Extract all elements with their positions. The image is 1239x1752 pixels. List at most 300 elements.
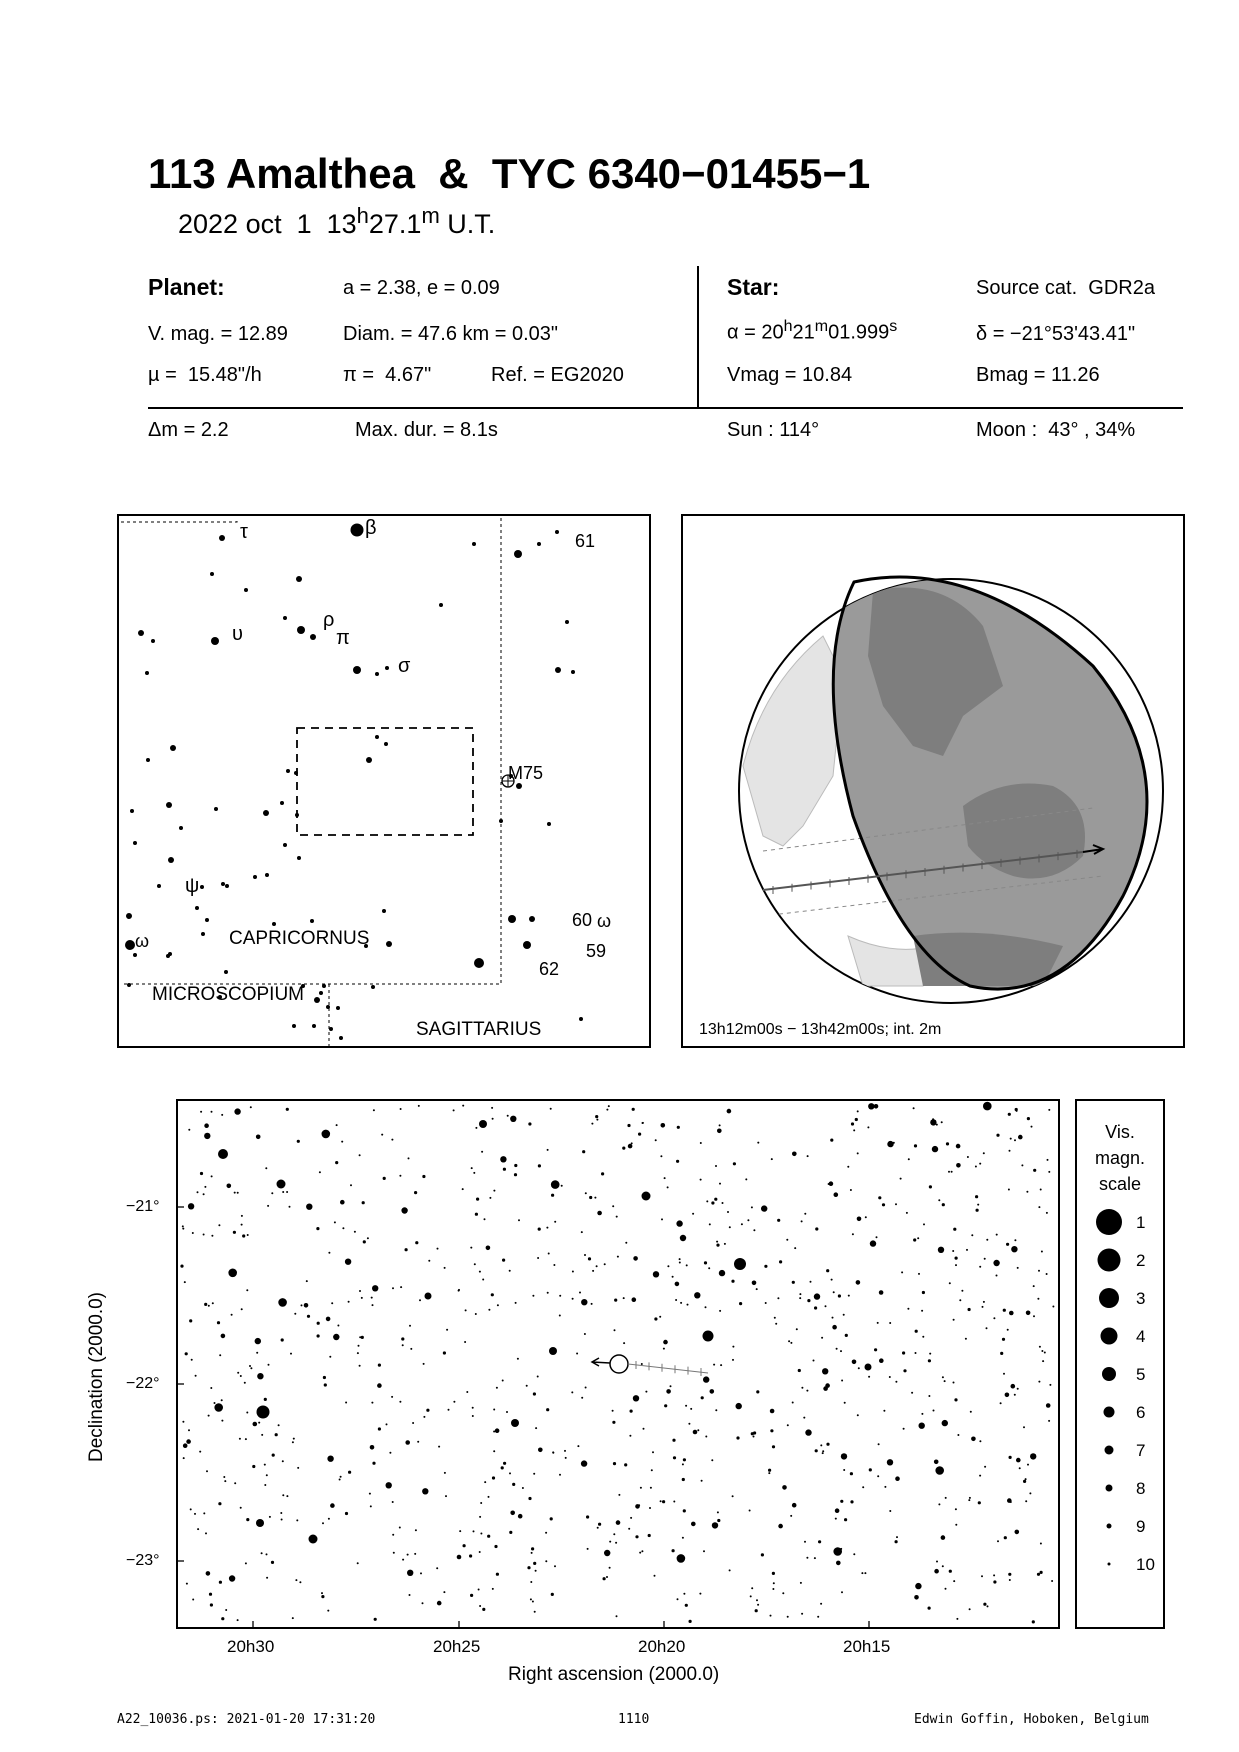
finder-star-dot (263, 810, 269, 816)
page-title: 113 Amalthea & TYC 6340−01455−1 (148, 150, 871, 197)
finder-star-dot (353, 666, 361, 674)
chart-star-dot (965, 1338, 967, 1340)
chart-star-dot (407, 1570, 413, 1576)
chart-star-dot (592, 1270, 594, 1272)
chart-star-dot (733, 1162, 736, 1165)
chart-star-dot (745, 1178, 747, 1180)
chart-star-dot (474, 1263, 476, 1265)
chart-star-dot (955, 1257, 958, 1260)
chart-star-dot (705, 1306, 707, 1308)
chart-star-dot (978, 1501, 981, 1504)
finder-star-dot (130, 809, 134, 813)
finder-star-dot (211, 637, 219, 645)
chart-star-dot (237, 1192, 239, 1194)
chart-star-dot (333, 1334, 339, 1340)
chart-star-dot (586, 1515, 589, 1518)
chart-star-dot (581, 1231, 583, 1233)
chart-star-dot (945, 1497, 947, 1499)
chart-star-dot (265, 1167, 267, 1169)
chart-star-dot (301, 1304, 303, 1306)
finder-star-dot (310, 919, 314, 923)
chart-star-dot (941, 1121, 943, 1123)
chart-star-dot (210, 1387, 212, 1389)
chart-star-dot (478, 1589, 480, 1591)
finder-star-dot (151, 639, 155, 643)
finder-star-dot (523, 941, 531, 949)
chart-star-dot (703, 1376, 709, 1382)
chart-star-dot (720, 1364, 722, 1366)
chart-star-dot (1010, 1138, 1012, 1140)
chart-star-dot (551, 1194, 554, 1197)
chart-star-dot (535, 1570, 537, 1572)
chart-star-dot (664, 1404, 667, 1407)
chart-star-dot (1041, 1350, 1043, 1352)
finder-star-dot (319, 991, 323, 995)
chart-star-dot (532, 1295, 534, 1297)
chart-star-dot (418, 1105, 420, 1107)
table-divider (697, 266, 699, 409)
chart-star-dot (727, 1109, 732, 1114)
chart-star-dot (1046, 1212, 1048, 1214)
chart-star-dot (316, 1227, 319, 1230)
chart-star-dot (601, 1172, 604, 1175)
chart-star-dot (415, 1529, 417, 1531)
chart-star-dot (194, 1513, 196, 1515)
chart-star-dot (428, 1260, 430, 1262)
finder-star-dot (547, 822, 551, 826)
chart-star-dot (319, 1171, 321, 1173)
chart-star-dot (979, 1440, 981, 1442)
chart-star-dot (612, 1205, 614, 1207)
chart-star-dot (870, 1240, 876, 1246)
chart-star-dot (377, 1383, 382, 1388)
chart-star-dot (328, 1252, 330, 1254)
chart-star-dot (509, 1472, 511, 1474)
chart-star-dot (877, 1475, 879, 1477)
chart-star-dot (591, 1123, 593, 1125)
chart-star-dot (459, 1530, 461, 1532)
chart-star-dot (261, 1552, 263, 1554)
chart-star-dot (414, 1191, 417, 1194)
chart-star-dot (732, 1359, 734, 1361)
chart-star-dot (249, 1365, 251, 1367)
chart-star-dot (278, 1424, 280, 1426)
chart-star-dot (271, 1561, 274, 1564)
chart-star-dot (410, 1348, 412, 1350)
chart-star-dot (350, 1184, 352, 1186)
chart-star-dot (739, 1302, 742, 1305)
chart-star-dot (655, 1139, 657, 1141)
chart-star-dot (473, 1530, 475, 1532)
chart-star-dot (417, 1441, 419, 1443)
finder-star-dot (529, 916, 535, 922)
chart-star-dot (814, 1557, 816, 1559)
chart-star-dot (820, 1444, 822, 1446)
chart-star-dot (700, 1179, 702, 1181)
legend-magnitude-label: 6 (1136, 1403, 1146, 1422)
chart-star-dot (340, 1200, 345, 1205)
chart-star-dot (409, 1594, 411, 1596)
chart-star-dot (1048, 1420, 1050, 1422)
chart-star-dot (487, 1535, 490, 1538)
planet-vmag: V. mag. = 12.89 (148, 323, 288, 345)
chart-star-dot (185, 1352, 188, 1355)
chart-star-dot (587, 1548, 589, 1550)
chart-star-dot (545, 1532, 547, 1534)
finder-star-dot (351, 524, 364, 537)
chart-star-dot (585, 1192, 587, 1194)
finder-star-dot (157, 884, 161, 888)
chart-star-dot (1033, 1315, 1035, 1317)
chart-star-dot (826, 1269, 829, 1272)
chart-star-dot (281, 1519, 283, 1521)
chart-star-dot (370, 1505, 372, 1507)
chart-star-dot (712, 1522, 718, 1528)
chart-star-dot (362, 1201, 365, 1204)
chart-star-dot (1027, 1117, 1030, 1120)
chart-star-dot (768, 1472, 770, 1474)
chart-star-dot (240, 1507, 242, 1509)
chart-star-dot (732, 1495, 734, 1497)
chart-star-dot (484, 1218, 486, 1220)
chart-star-dot (465, 1309, 467, 1311)
finder-star-dot (170, 745, 176, 751)
chart-star-dot (292, 1441, 294, 1443)
chart-star-dot (195, 1375, 197, 1377)
chart-star-dot (328, 1518, 330, 1520)
chart-star-dot (286, 1108, 289, 1111)
chart-star-dot (868, 1376, 870, 1378)
bright-star-dot (425, 1293, 432, 1300)
chart-star-dot (654, 1317, 657, 1320)
chart-star-dot (278, 1298, 287, 1307)
chart-star-dot (218, 1502, 221, 1505)
chart-star-dot (672, 1276, 674, 1278)
chart-star-dot (606, 1550, 608, 1552)
chart-star-dot (256, 1135, 261, 1140)
chart-star-dot (959, 1299, 961, 1301)
chart-star-dot (335, 1161, 338, 1164)
chart-star-dot (348, 1301, 350, 1303)
chart-star-dot (677, 1126, 680, 1129)
chart-star-dot (596, 1119, 598, 1121)
chart-star-dot (685, 1604, 688, 1607)
chart-star-dot (806, 1557, 808, 1559)
chart-star-dot (471, 1167, 473, 1169)
chart-star-dot (609, 1567, 611, 1569)
chart-star-dot (659, 1316, 661, 1318)
chart-star-dot (446, 1329, 448, 1331)
finder-star-dot (166, 802, 172, 808)
chart-star-dot (472, 1407, 474, 1409)
chart-star-dot (673, 1501, 675, 1503)
chart-star-dot (667, 1265, 669, 1267)
chart-star-dot (412, 1422, 414, 1424)
chart-star-dot (507, 1115, 509, 1117)
chart-star-dot (792, 1281, 795, 1284)
chart-star-dot (189, 1319, 192, 1322)
footer-author: Edwin Goffin, Hoboken, Belgium (914, 1712, 1149, 1727)
chart-star-dot (986, 1327, 988, 1329)
chart-star-dot (391, 1396, 393, 1398)
chart-star-dot (709, 1223, 711, 1225)
ra-tick-label: 20h15 (843, 1637, 891, 1656)
planet-diameter: Diam. = 47.6 km = 0.03" (343, 323, 558, 345)
finder-star-dot (385, 666, 389, 670)
chart-star-dot (913, 1107, 915, 1109)
chart-star-dot (768, 1469, 771, 1472)
chart-star-dot (489, 1197, 491, 1199)
chart-star-dot (903, 1428, 905, 1430)
chart-star-dot (857, 1152, 859, 1154)
chart-star-dot (564, 1450, 566, 1452)
star-label: π (336, 627, 350, 649)
chart-star-dot (392, 1287, 394, 1289)
chart-star-dot (741, 1223, 743, 1225)
chart-star-dot (199, 1451, 201, 1453)
chart-star-dot (506, 1411, 508, 1413)
chart-star-dot (941, 1535, 946, 1540)
chart-star-dot (1015, 1108, 1018, 1111)
chart-star-dot (814, 1293, 820, 1299)
star-label: 61 (575, 531, 596, 551)
max-duration: Max. dur. = 8.1s (355, 419, 498, 441)
chart-star-dot (921, 1413, 923, 1415)
chart-star-dot (703, 1550, 705, 1552)
alpha-21: 21 (792, 321, 815, 344)
chart-star-dot (883, 1410, 885, 1412)
chart-star-dot (693, 1430, 698, 1435)
finder-star-dot (508, 915, 516, 923)
chart-star-dot (188, 1203, 194, 1209)
chart-star-dot (589, 1196, 592, 1199)
chart-star-dot (686, 1264, 688, 1266)
chart-star-dot (714, 1198, 717, 1201)
chart-star-dot (225, 1609, 227, 1611)
target-star-icon (610, 1355, 628, 1373)
chart-star-dot (367, 1237, 369, 1239)
chart-star-dot (928, 1607, 931, 1610)
chart-star-dot (585, 1387, 587, 1389)
chart-star-dot (329, 1356, 331, 1358)
chart-star-dot (639, 1552, 641, 1554)
chart-star-dot (770, 1429, 773, 1432)
chart-star-dot (371, 1402, 373, 1404)
chart-star-dot (458, 1289, 460, 1291)
chart-star-dot (496, 1387, 498, 1389)
finder-star-dot (386, 941, 392, 947)
sun-elongation: Sun : 114° (727, 419, 820, 441)
chart-star-dot (221, 1617, 224, 1620)
chart-star-dot (798, 1369, 801, 1372)
finder-star-dot (314, 997, 320, 1003)
planet-reference: Ref. = EG2020 (491, 364, 624, 386)
chart-star-dot (572, 1271, 574, 1273)
chart-star-dot (807, 1155, 809, 1157)
chart-star-dot (358, 1345, 360, 1347)
bright-star-dot (277, 1180, 286, 1189)
chart-star-dot (334, 1221, 336, 1223)
chart-star-dot (616, 1520, 621, 1525)
chart-star-dot (597, 1527, 599, 1529)
chart-star-dot (936, 1561, 938, 1563)
chart-star-dot (953, 1319, 955, 1321)
finder-star-dot (474, 958, 484, 968)
chart-star-dot (258, 1422, 260, 1424)
finder-star-dot (329, 1027, 333, 1031)
chart-star-dot (182, 1421, 184, 1423)
chart-star-dot (851, 1473, 853, 1475)
chart-star-dot (831, 1279, 833, 1281)
finder-star-dot (214, 807, 218, 811)
chart-star-dot (717, 1519, 720, 1522)
chart-star-dot (701, 1480, 703, 1482)
chart-star-dot (841, 1591, 843, 1593)
chart-star-dot (470, 1594, 473, 1597)
finder-star-dot (555, 667, 561, 673)
chart-star-dot (677, 1554, 686, 1563)
chart-star-dot (497, 1304, 499, 1306)
chart-star-dot (239, 1438, 241, 1440)
bright-star-dot (256, 1519, 264, 1527)
chart-star-dot (462, 1188, 464, 1190)
chart-star-dot (1044, 1352, 1046, 1354)
chart-star-dot (817, 1616, 819, 1618)
chart-star-dot (306, 1204, 312, 1210)
chart-star-dot (857, 1110, 859, 1112)
finder-star-dot (133, 953, 137, 957)
chart-star-dot (182, 1228, 184, 1230)
finder-star-dot (297, 626, 305, 634)
chart-star-dot (680, 1302, 682, 1304)
chart-star-dot (267, 1205, 269, 1207)
chart-star-dot (628, 1144, 633, 1149)
chart-star-dot (228, 1269, 237, 1278)
chart-star-dot (651, 1469, 653, 1471)
chart-star-dot (895, 1381, 897, 1383)
chart-star-dot (969, 1608, 971, 1610)
chart-star-dot (844, 1518, 847, 1521)
boundary-line (121, 518, 237, 522)
chart-star-dot (694, 1292, 700, 1298)
chart-star-dot (675, 1282, 680, 1287)
chart-star-dot (716, 1241, 718, 1243)
chart-star-dot (493, 1450, 495, 1452)
chart-star-dot (530, 1598, 532, 1600)
chart-star-dot (757, 1604, 759, 1606)
chart-star-dot (386, 1423, 388, 1425)
chart-star-dot (650, 1487, 652, 1489)
chart-star-dot (514, 1173, 517, 1176)
chart-star-dot (952, 1250, 954, 1252)
chart-star-dot (856, 1280, 861, 1285)
legend-items (1096, 1209, 1155, 1574)
chart-star-dot (299, 1581, 301, 1583)
chart-star-dot (645, 1391, 647, 1393)
chart-star-dot (493, 1431, 495, 1433)
chart-star-dot (948, 1171, 950, 1173)
chart-star-dot (792, 1503, 797, 1508)
chart-star-dot (502, 1380, 504, 1382)
chart-star-dot (923, 1223, 925, 1225)
chart-star-dot (488, 1496, 490, 1498)
star-chart (176, 1099, 1060, 1629)
minute-sup: m (421, 203, 440, 228)
finder-star-dot (571, 670, 575, 674)
chart-star-dot (727, 1211, 729, 1213)
bright-star-dot (257, 1406, 270, 1419)
chart-star-dot (571, 1391, 573, 1393)
chart-star-dot (732, 1346, 734, 1348)
finder-star-dot (205, 918, 209, 922)
chart-star-dot (401, 1337, 404, 1340)
chart-star-dot (850, 1500, 853, 1503)
chart-star-dot (386, 1482, 392, 1488)
chart-star-dot (969, 1497, 971, 1499)
chart-star-dot (462, 1105, 464, 1107)
chart-star-dot (807, 1299, 810, 1302)
chart-star-dot (581, 1460, 587, 1466)
bright-star-dot (865, 1364, 872, 1371)
finder-star-dot (126, 913, 132, 919)
chart-star-dot (517, 1358, 519, 1360)
legend-magnitude-dot (1099, 1288, 1119, 1308)
chart-star-dot (1007, 1329, 1009, 1331)
chart-star-dot (530, 1581, 532, 1583)
chart-star-dot (186, 1439, 191, 1444)
chart-star-dot (614, 1329, 616, 1331)
finder-star-dot (283, 843, 287, 847)
chart-star-dot (463, 1544, 466, 1547)
chart-star-dot (957, 1434, 959, 1436)
planet-orbit: a = 2.38, e = 0.09 (343, 277, 500, 299)
chart-star-dot (378, 1427, 381, 1430)
chart-star-dot (683, 1509, 686, 1512)
chart-star-dot (244, 1382, 246, 1384)
chart-star-dot (984, 1466, 986, 1468)
chart-star-dot (643, 1428, 645, 1430)
chart-star-dot (512, 1483, 515, 1486)
chart-star-dot (423, 1363, 425, 1365)
chart-star-dot (1014, 1239, 1016, 1241)
chart-star-dot (666, 1389, 671, 1394)
chart-star-dot (528, 1497, 531, 1500)
chart-star-dot (219, 1354, 221, 1356)
chart-star-dot (689, 1620, 692, 1623)
chart-star-dot (183, 1443, 188, 1448)
chart-star-dot (971, 1234, 973, 1236)
legend-magnitude-dot (1105, 1446, 1114, 1455)
chart-star-dot (1038, 1270, 1040, 1272)
chart-star-dot (393, 1552, 395, 1554)
finder-star-dot (133, 841, 137, 845)
chart-star-dot (324, 1383, 327, 1386)
chart-star-dot (667, 1186, 669, 1188)
chart-star-dot (1032, 1620, 1035, 1623)
chart-star-dot (453, 1401, 455, 1403)
chart-star-dot (289, 1206, 291, 1208)
finder-star-dot (375, 735, 379, 739)
chart-star-dot (522, 1487, 524, 1489)
legend-title-line: Vis. (1105, 1122, 1135, 1142)
star-vmag: Vmag = 10.84 (727, 364, 853, 386)
chart-star-dot (538, 1228, 541, 1231)
chart-star-dot (938, 1247, 944, 1253)
chart-star-dot (551, 1593, 554, 1596)
chart-star-dot (1025, 1478, 1027, 1480)
chart-star-dot (271, 1192, 273, 1194)
chart-star-dot (339, 1479, 341, 1481)
